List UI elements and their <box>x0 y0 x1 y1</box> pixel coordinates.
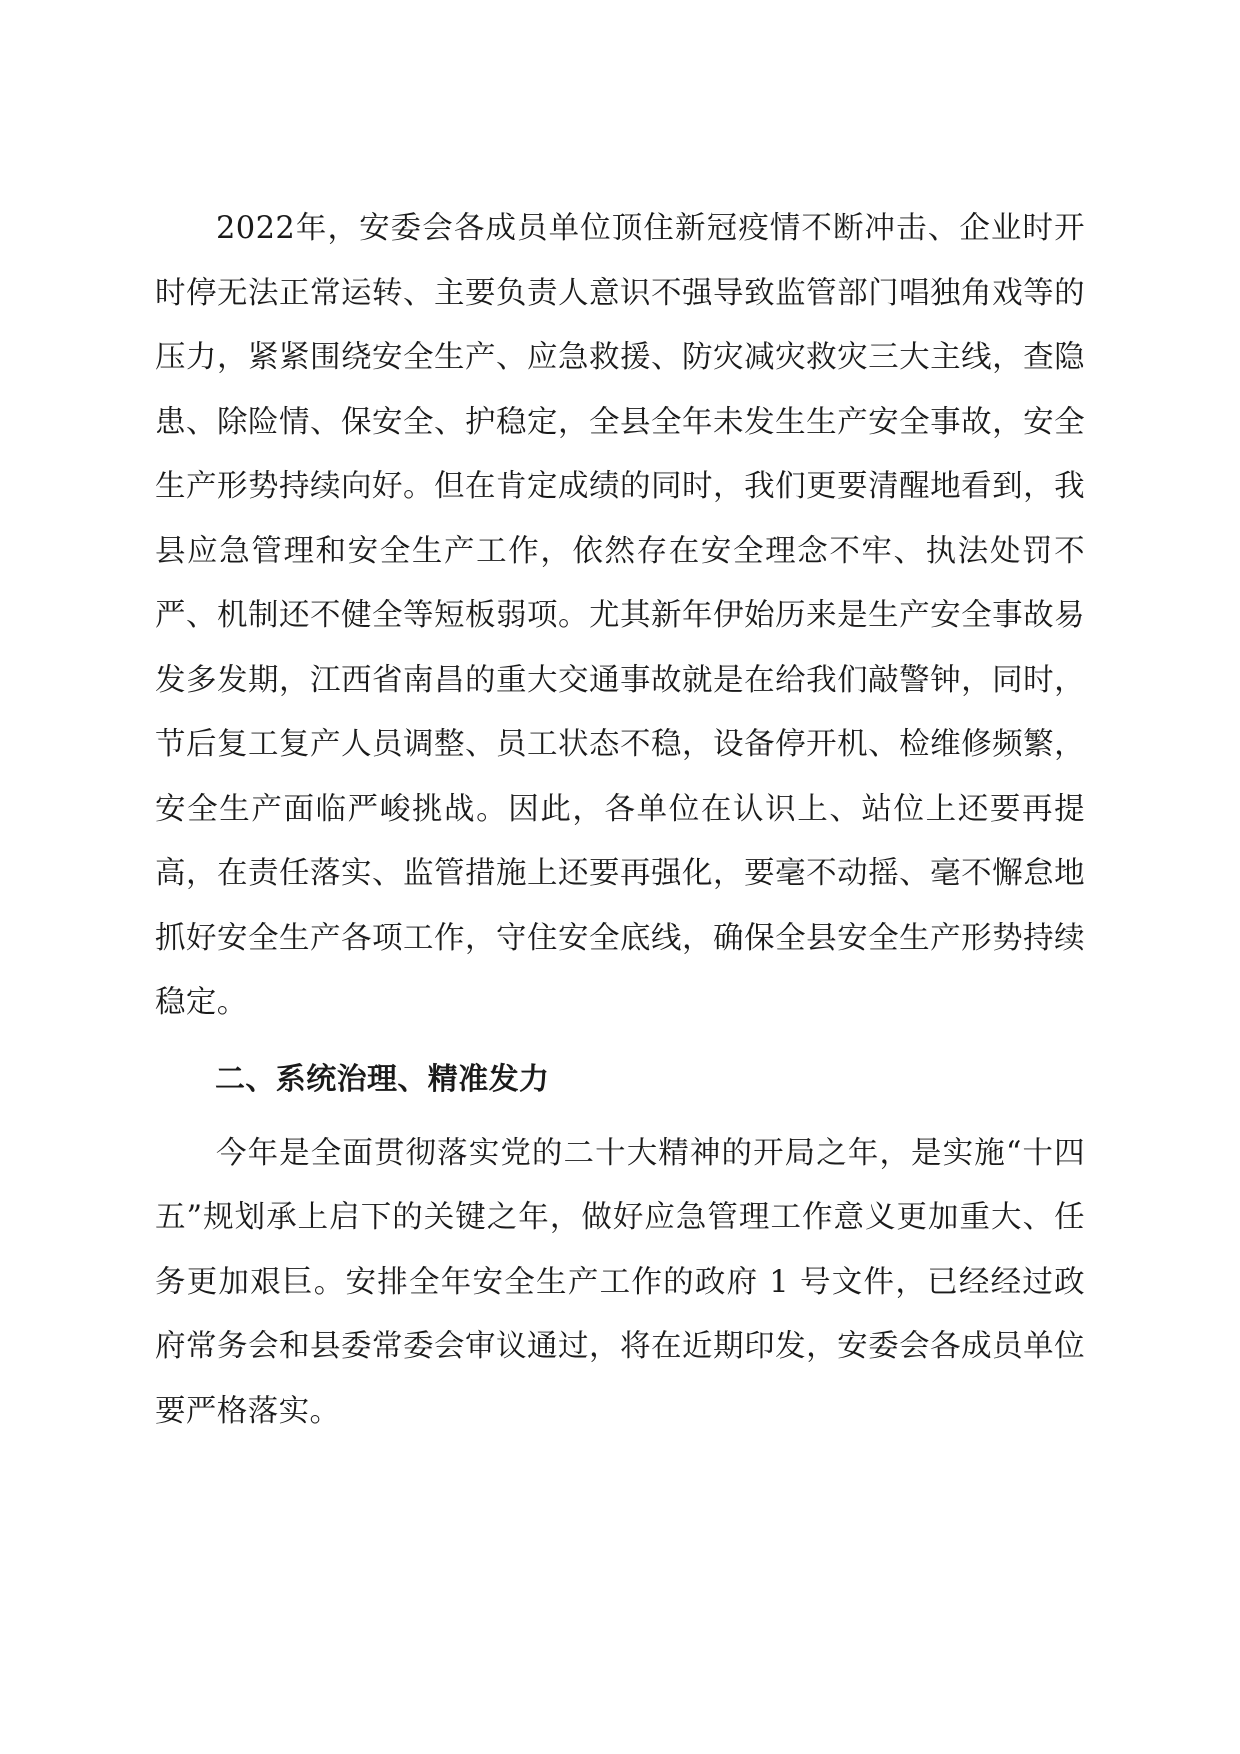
document-body <box>155 197 1085 1444</box>
body-paragraph-1: 2022年，安委会各成员单位顶住新冠疫情不断冲击、企业时开时停无法正常运转、主要负责人意识不强导致监管部门唱独角戏等的压力，紧紧围绕安全生产、应急救援、防灾减灾救灾三大主线，查隐患、除险情、保安全、护稳定，全县全年未发生生产安全事故，安全生产形势持续向好。但在肯定成绩的同时，我们更要清醒地看到，我县应急管理和安全生产工作，依然存在安全理念不牢、执法处罚不严、机制还不健全等短板弱项。尤其新年伊始历来是生产安全事故易发多发期，江西省南昌的重大交通事故就是在给我们敲警钟，同时，节后复工复产人员调整、员工状态不稳，设备停开机、检维修频繁，安全生产面临严峻挑战。因此，各单位在认识上、站位上还要再提高，在责任落实、监管措施上还要再强化，要毫不动摇、毫不懈怠地抓好安全生产各项工作，守住安全底线，确保全县安全生产形势持续稳定。 <box>155 211 1085 1020</box>
body-paragraph-2: 今年是全面贯彻落实党的二十大精神的开局之年，是实施“十四五”规划承上启下的关键之年，做好应急管理工作意义更加重大、任务更加艰巨。安排全年安全生产工作的政府 1 号文件，已经经过政府常务会和县委常委会审议通过，将在近期印发，安委会各成员单位要严格落实。 <box>155 1135 1085 1429</box>
section-heading: 二、系统治理、精准发力 <box>215 1061 550 1097</box>
